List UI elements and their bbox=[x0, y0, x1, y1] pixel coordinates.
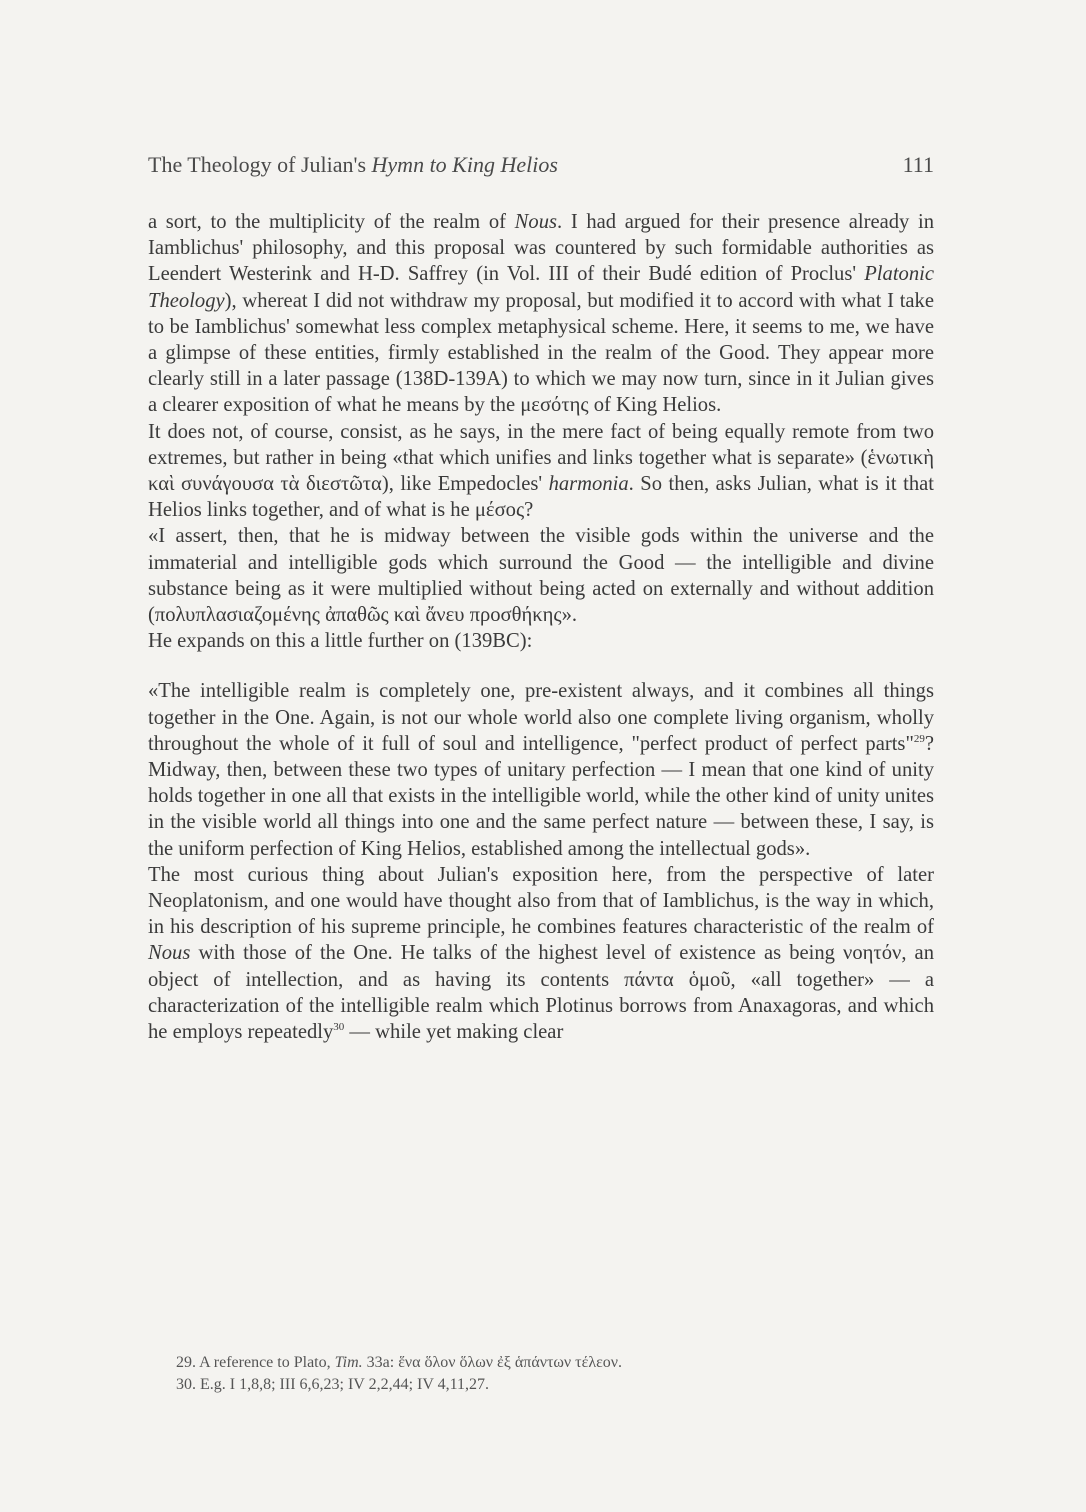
running-title: The Theology of Julian's Hymn to King Helios bbox=[148, 152, 558, 177]
paragraph-1: a sort, to the multiplicity of the realm of Nous. I had argued for their presence already in Iamblichus' philosophy, and this proposal was countered by such formidable authorities as Leendert Westerink and H-D. Saffrey (in Vol. III of their Budé edition of Proclus' Platonic Theology), whereat I did not withdraw my proposal, but modified it to accord with what I take to be Iamblichus' somewhat less complex metaphysical scheme. Here, it seems to me, we have a glimpse of these entities, firmly established in the realm of the Good. They appear more clearly still in a later passage (138D-139A) to which we may now turn, since in it Julian gives a clearer exposition of what he means by the μεσότης of King Helios. bbox=[148, 211, 934, 417]
page-number: 111 bbox=[902, 152, 934, 177]
paragraph-3: He expands on this a little further on (139BC): bbox=[148, 630, 533, 653]
main-text bbox=[148, 209, 934, 1045]
footnote-29: 29. A reference to Plato, Tim. 33a: ἕνα ὅλον ὅλων ἐξ ἁπάντων τέλεον. bbox=[176, 1354, 623, 1371]
running-header bbox=[148, 150, 934, 180]
footnotes bbox=[148, 1352, 934, 1396]
running-title-italic: Hymn to King Helios bbox=[371, 152, 558, 177]
footnote-ref-30[interactable]: 30 bbox=[333, 1021, 345, 1034]
footnote-30: 30. E.g. I 1,8,8; III 6,6,23; IV 2,2,44; IV 4,11,27. bbox=[176, 1376, 490, 1393]
block-quote-2: «The intelligible realm is completely one, pre-existent always, and it combines all things together in the One. Again, is not our whole world also one complete living organism, wholly throughout the whole of it full of soul and intelligence, "perfect product of perfect parts"$^{29}$? Midway, then, between these two types of unitary perfection — I mean that one kind of unity holds together in one all that exists in the intelligible world, while the other kind of unity unites in the visible world all things into one and the same perfect nature — between these, I say, is the uniform perfection of King Helios, established among the intellectual gods». bbox=[148, 680, 934, 860]
paragraph-2: It does not, of course, consist, as he says, in the mere fact of being equally remote from two extremes, but rather in being «that which unifies and links together what is separate» (ἑνωτικὴ καὶ συνάγουσα τὰ διεστῶτα), like Empedocles' harmonia. So then, asks Julian, what is it that Helios links together, and of what is he μέσος? bbox=[148, 420, 934, 522]
paragraph-4: The most curious thing about Julian's exposition here, from the perspective of later Neoplatonism, and one would have thought also from that of Iamblichus, is the way in which, in his description of his supreme principle, he combines features characteristic of the realm of Nous with those of the One. He talks of the highest level of existence as being νοητόν, an object of intellection, and as having its contents πάντα ὁμοῦ, «all together» — a characterization of the intelligible realm which Plotinus borrows from Anaxagoras, and which he employs repeatedly$^{30}$ — while yet making clear bbox=[148, 863, 934, 1044]
footnote-ref-29[interactable]: 29 bbox=[913, 733, 925, 745]
block-quote-1: «I assert, then, that he is midway between the visible gods within the universe and the immaterial and intelligible gods which surround the Good — the intelligible and divine substance being as it were multiplied without being acted on externally and without addition (πολυπλασιαζομένης ἀπαθῶς καὶ ἄνευ προσθήκης». bbox=[148, 525, 934, 627]
